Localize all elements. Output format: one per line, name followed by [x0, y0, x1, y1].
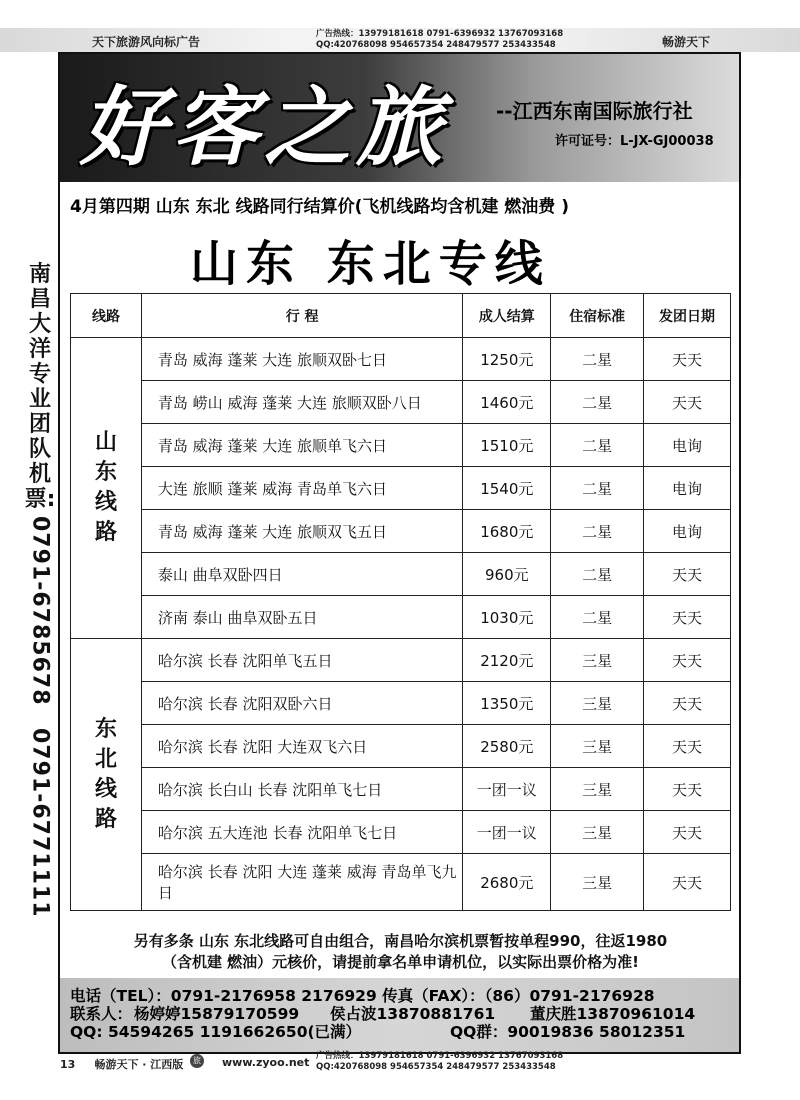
brand-logo: 好客之旅 — [80, 77, 448, 178]
side-phone-1: 0791-6785678 — [27, 516, 53, 706]
table-row — [71, 596, 731, 639]
route-price-table — [70, 293, 731, 911]
date-cell: 天天 — [644, 768, 731, 811]
header-adult-price: 成人结算 — [463, 294, 551, 338]
route-cell: 哈尔滨 五大连池 长春 沈阳单飞七日 — [141, 811, 462, 854]
hotel-cell: 二星 — [551, 424, 644, 467]
date-cell: 天天 — [644, 596, 731, 639]
route-cell: 哈尔滨 长春 沈阳 大连 蓬莱 威海 青岛单飞九日 — [141, 854, 462, 911]
side-ticket-info — [24, 262, 56, 917]
page-number: 13 — [60, 1058, 76, 1071]
date-cell: 电询 — [644, 424, 731, 467]
price-cell: 1680元 — [463, 510, 551, 553]
route-cell: 济南 泰山 曲阜双卧五日 — [141, 596, 462, 639]
date-cell: 天天 — [644, 725, 731, 768]
route-group-name: 山东线路 — [94, 430, 117, 545]
contact-people-label: 联系人： — [70, 1005, 133, 1023]
table-row — [71, 725, 731, 768]
price-cell: 2120元 — [463, 639, 551, 682]
contact-person-1: 杨婷婷15879170599 — [134, 1005, 300, 1023]
hotel-cell: 三星 — [551, 768, 644, 811]
price-cell: 1510元 — [463, 424, 551, 467]
price-cell: 1540元 — [463, 467, 551, 510]
date-cell: 电询 — [644, 467, 731, 510]
route-cell: 青岛 威海 蓬莱 大连 旅顺单飞六日 — [141, 424, 462, 467]
footer-page-info — [60, 1056, 183, 1072]
date-cell: 天天 — [644, 553, 731, 596]
hotel-cell: 二星 — [551, 338, 644, 381]
price-cell: 一团一议 — [463, 768, 551, 811]
price-cell: 1030元 — [463, 596, 551, 639]
price-cell: 2580元 — [463, 725, 551, 768]
price-cell: 一团一议 — [463, 811, 551, 854]
route-cell: 青岛 威海 蓬莱 大连 旅顺双卧七日 — [141, 338, 462, 381]
route-group-name: 东北线路 — [94, 716, 117, 832]
contact-qq-group: QQ群：90019836 58012351 — [450, 1023, 686, 1041]
route-group-label — [71, 338, 142, 639]
table-row — [71, 854, 731, 911]
date-cell: 天天 — [644, 338, 731, 381]
table-row — [71, 424, 731, 467]
hotel-cell: 二星 — [551, 596, 644, 639]
license-number: 许可证号：L-JX-GJ00038 — [555, 134, 714, 149]
footer-ad-line-1: 广告热线：13979181618 0791-6396932 13767093168 — [316, 1051, 564, 1061]
table-row — [71, 811, 731, 854]
route-cell: 青岛 威海 蓬莱 大连 旅顺双飞五日 — [141, 510, 462, 553]
table-row — [71, 381, 731, 424]
header-right-text: 畅游天下 — [662, 35, 711, 49]
price-cell: 960元 — [463, 553, 551, 596]
header-hotel-standard: 住宿标准 — [551, 294, 644, 338]
contact-person-3: 董庆胜13870961014 — [530, 1005, 696, 1023]
hotel-cell: 三星 — [551, 854, 644, 911]
date-cell: 天天 — [644, 639, 731, 682]
date-cell: 电询 — [644, 510, 731, 553]
route-cell: 哈尔滨 长春 沈阳 大连双飞六日 — [141, 725, 462, 768]
table-row — [71, 553, 731, 596]
date-cell: 天天 — [644, 381, 731, 424]
note-line-1: 另有多条 山东 东北线路可自由组合，南昌哈尔滨机票暂按单程990，往返1980 — [133, 932, 668, 950]
hotel-cell: 三星 — [551, 725, 644, 768]
table-header-row — [71, 294, 731, 338]
footer-url: www.zyoo.net — [222, 1056, 310, 1069]
hotel-cell: 二星 — [551, 381, 644, 424]
issue-line: 4月第四期 山东 东北 线路同行结算价(飞机线路均含机建 燃油费 ) — [70, 197, 569, 217]
magazine-name: 畅游天下 · 江西版 — [94, 1058, 184, 1071]
price-cell: 2680元 — [463, 854, 551, 911]
route-group-label — [71, 639, 142, 911]
header-ad-line-1: 广告热线：13979181618 0791-6396932 13767093168 — [316, 29, 564, 39]
table-row — [71, 467, 731, 510]
table-row — [71, 510, 731, 553]
price-cell: 1460元 — [463, 381, 551, 424]
route-cell: 青岛 崂山 威海 蓬莱 大连 旅顺双卧八日 — [141, 381, 462, 424]
price-cell: 1350元 — [463, 682, 551, 725]
header-left-text: 天下旅游风向标广告 — [92, 35, 201, 49]
header-itinerary: 行 程 — [141, 294, 462, 338]
date-cell: 天天 — [644, 854, 731, 911]
hotel-cell: 二星 — [551, 510, 644, 553]
route-cell: 哈尔滨 长春 沈阳双卧六日 — [141, 682, 462, 725]
footer-ad-line-2: QQ:420768098 954657354 248479577 253433548 — [316, 1062, 556, 1072]
route-cell: 大连 旅顺 蓬莱 威海 青岛单飞六日 — [141, 467, 462, 510]
hotel-cell: 三星 — [551, 811, 644, 854]
page-title: 山东 东北专线 — [190, 236, 551, 292]
side-label: 南昌大洋专业团队机票: — [24, 262, 56, 512]
agency-name: --江西东南国际旅行社 — [496, 99, 693, 123]
hotel-cell: 三星 — [551, 682, 644, 725]
header-ad-line-2: QQ:420768098 954657354 248479577 253433548 — [316, 40, 556, 50]
contact-person-2: 侯占波13870881761 — [330, 1005, 496, 1023]
route-cell: 哈尔滨 长白山 长春 沈阳单飞七日 — [141, 768, 462, 811]
table-row — [71, 338, 731, 381]
price-cell: 1250元 — [463, 338, 551, 381]
contact-qq: QQ: 54594265 1191662650(已满） — [70, 1023, 362, 1041]
header-departure-date: 发团日期 — [644, 294, 731, 338]
hotel-cell: 二星 — [551, 467, 644, 510]
table-row — [71, 682, 731, 725]
date-cell: 天天 — [644, 682, 731, 725]
route-cell: 泰山 曲阜双卧四日 — [141, 553, 462, 596]
hotel-cell: 三星 — [551, 639, 644, 682]
hotel-cell: 二星 — [551, 553, 644, 596]
table-row — [71, 768, 731, 811]
side-phone-2: 0791-6771111 — [27, 727, 53, 918]
table-row — [71, 639, 731, 682]
header-route-type: 线路 — [71, 294, 142, 338]
note-line-2: （含机建 燃油）元核价，请提前拿名单申请机位，以实际出票价格为准! — [161, 953, 640, 971]
date-cell: 天天 — [644, 811, 731, 854]
magazine-logo-icon: 旅 — [190, 1054, 204, 1068]
contact-tel-fax: 电话（TEL）：0791-2176958 2176929 传真（FAX）：（86）0791-2176928 — [70, 987, 655, 1005]
route-cell: 哈尔滨 长春 沈阳单飞五日 — [141, 639, 462, 682]
